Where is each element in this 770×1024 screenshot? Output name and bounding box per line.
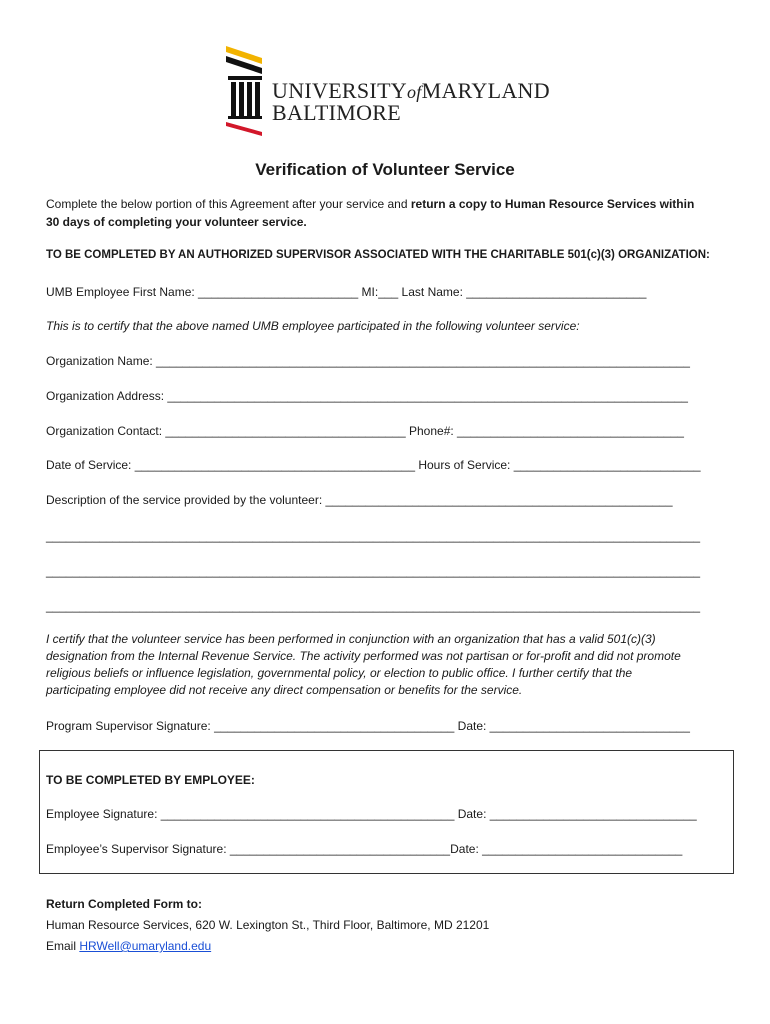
description-blank-line-3[interactable]: __________________________________________________________________________________________________ — [46, 599, 701, 613]
organization-name-field[interactable]: Organization Name: ________________________________________________________________________________ — [46, 354, 690, 368]
logo-line-1: UNIVERSITYofMARYLAND — [272, 78, 550, 103]
certification-line-2: designation from the Internal Revenue Service. The activity performed was not partisan or for-profit and did not promote — [46, 649, 681, 663]
return-email-line: Email HRWell@umaryland.edu — [46, 939, 212, 953]
description-blank-line-2[interactable]: __________________________________________________________________________________________________ — [46, 564, 701, 578]
return-heading: Return Completed Form to: — [46, 897, 202, 911]
description-field[interactable]: Description of the service provided by the volunteer: ____________________________________________________ — [46, 493, 673, 507]
certification-line-3: religious beliefs or influence legislation, governmental policy, or election to public office. I further certify that the — [46, 666, 633, 680]
employee-signature-field[interactable]: Employee Signature: ____________________________________________ Date: _______________________________ — [46, 807, 697, 821]
employee-section-heading: TO BE COMPLETED BY EMPLOYEE: — [46, 773, 255, 787]
umb-logo — [222, 44, 552, 136]
certification-line-4: participating employee did not receive any direct compensation or benefits for the service. — [46, 683, 523, 697]
logo-line-2: BALTIMORE — [272, 100, 402, 125]
supervisor-section-heading: TO BE COMPLETED BY AN AUTHORIZED SUPERVISOR ASSOCIATED WITH THE CHARITABLE 501(c)(3) ORGANIZATION: — [46, 249, 710, 261]
certify-statement: This is to certify that the above named UMB employee participated in the following volunteer service: — [46, 319, 580, 333]
organization-address-field[interactable]: Organization Address: ______________________________________________________________________________ — [46, 389, 688, 403]
date-of-service-field[interactable]: Date of Service: __________________________________________ Hours of Service: ____________________________ — [46, 458, 701, 472]
umb-logo-mark-icon — [222, 44, 268, 136]
intro-line-1: Complete the below portion of this Agreement after your service and return a copy to Human Resource Services within — [46, 197, 695, 211]
employee-name-field[interactable]: UMB Employee First Name: ________________________ MI:___ Last Name: ___________________________ — [46, 285, 647, 299]
employee-supervisor-signature-field[interactable]: Employee’s Supervisor Signature: _________________________________Date: ______________________________ — [46, 842, 683, 856]
page-title: Verification of Volunteer Service — [255, 160, 515, 179]
email-link[interactable]: HRWell@umaryland.edu — [79, 939, 212, 953]
intro-line-2: 30 days of completing your volunteer service. — [46, 215, 307, 229]
description-blank-line-1[interactable]: __________________________________________________________________________________________________ — [46, 529, 701, 543]
program-supervisor-signature-field[interactable]: Program Supervisor Signature: ____________________________________ Date: ______________________________ — [46, 719, 690, 733]
organization-contact-field[interactable]: Organization Contact: ____________________________________ Phone#: __________________________________ — [46, 424, 684, 438]
certification-line-1: I certify that the volunteer service has been performed in conjunction with an organization that has a valid 501(c)(3) — [46, 632, 656, 646]
return-address: Human Resource Services, 620 W. Lexington St., Third Floor, Baltimore, MD 21201 — [46, 918, 490, 932]
